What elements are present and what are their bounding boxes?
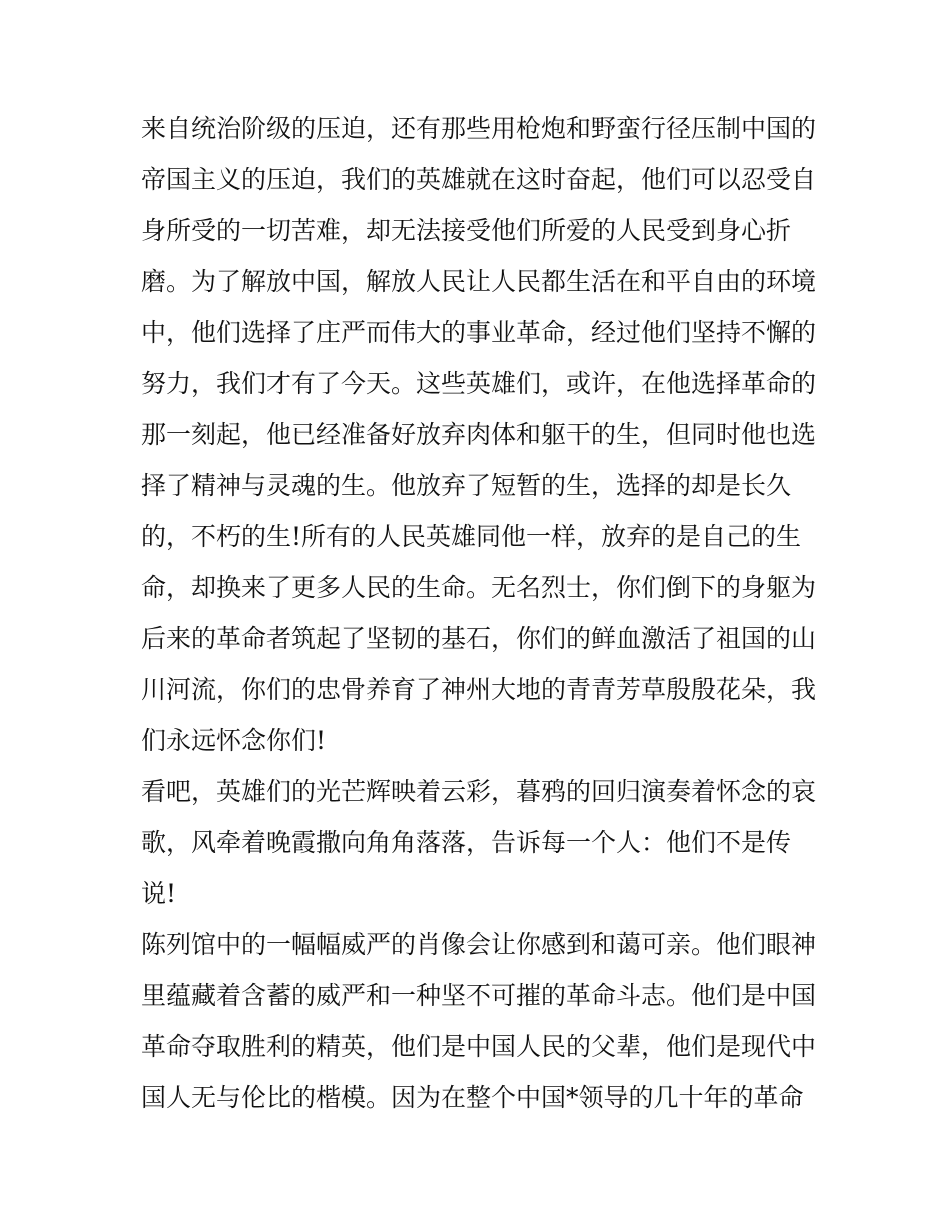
text-line-19: 革命夺取胜利的精英，他们是中国人民的父辈，他们是现代中 bbox=[141, 1032, 817, 1061]
text-line-7: 那一刻起，他已经准备好放弃肉体和躯干的生，但同时他也选 bbox=[141, 420, 817, 449]
text-line-3: 身所受的一切苦难，却无法接受他们所爱的人民受到身心折 bbox=[141, 216, 792, 245]
text-line-12: 川河流，你们的忠骨养育了神州大地的青青芳草殷殷花朵，我 bbox=[141, 675, 817, 704]
text-line-9: 的，不朽的生!所有的人民英雄同他一样，放弃的是自己的生 bbox=[141, 522, 802, 551]
text-line-15: 歌，风牵着晚霞撒向角角落落，告诉每一个人：他们不是传 bbox=[141, 828, 792, 857]
text-line-1: 来自统治阶级的压迫，还有那些用枪炮和野蛮行径压制中国的 bbox=[141, 114, 817, 143]
text-line-6: 努力，我们才有了今天。这些英雄们，或许，在他选择革命的 bbox=[141, 369, 817, 398]
text-line-5: 中，他们选择了庄严而伟大的事业革命，经过他们坚持不懈的 bbox=[141, 318, 817, 347]
text-line-11: 后来的革命者筑起了坚韧的基石，你们的鲜血激活了祖国的山 bbox=[141, 624, 817, 653]
text-line-4: 磨。为了解放中国，解放人民让人民都生活在和平自由的环境 bbox=[141, 267, 817, 296]
text-line-17: 陈列馆中的一幅幅威严的肖像会让你感到和蔼可亲。他们眼神 bbox=[141, 930, 817, 959]
text-line-20: 国人无与伦比的楷模。因为在整个中国*领导的几十年的革命 bbox=[141, 1083, 804, 1112]
body-text bbox=[141, 103, 817, 1123]
text-line-14: 看吧，英雄们的光芒辉映着云彩，暮鸦的回归演奏着怀念的哀 bbox=[141, 777, 817, 806]
text-line-13: 们永远怀念你们! bbox=[141, 726, 327, 755]
text-line-16: 说! bbox=[141, 879, 177, 908]
text-line-2: 帝国主义的压迫，我们的英雄就在这时奋起，他们可以忍受自 bbox=[141, 165, 817, 194]
text-line-10: 命，却换来了更多人民的生命。无名烈士，你们倒下的身躯为 bbox=[141, 573, 817, 602]
text-line-8: 择了精神与灵魂的生。他放弃了短暂的生，选择的却是长久 bbox=[141, 471, 792, 500]
text-line-18: 里蕴藏着含蓄的威严和一种坚不可摧的革命斗志。他们是中国 bbox=[141, 981, 817, 1010]
